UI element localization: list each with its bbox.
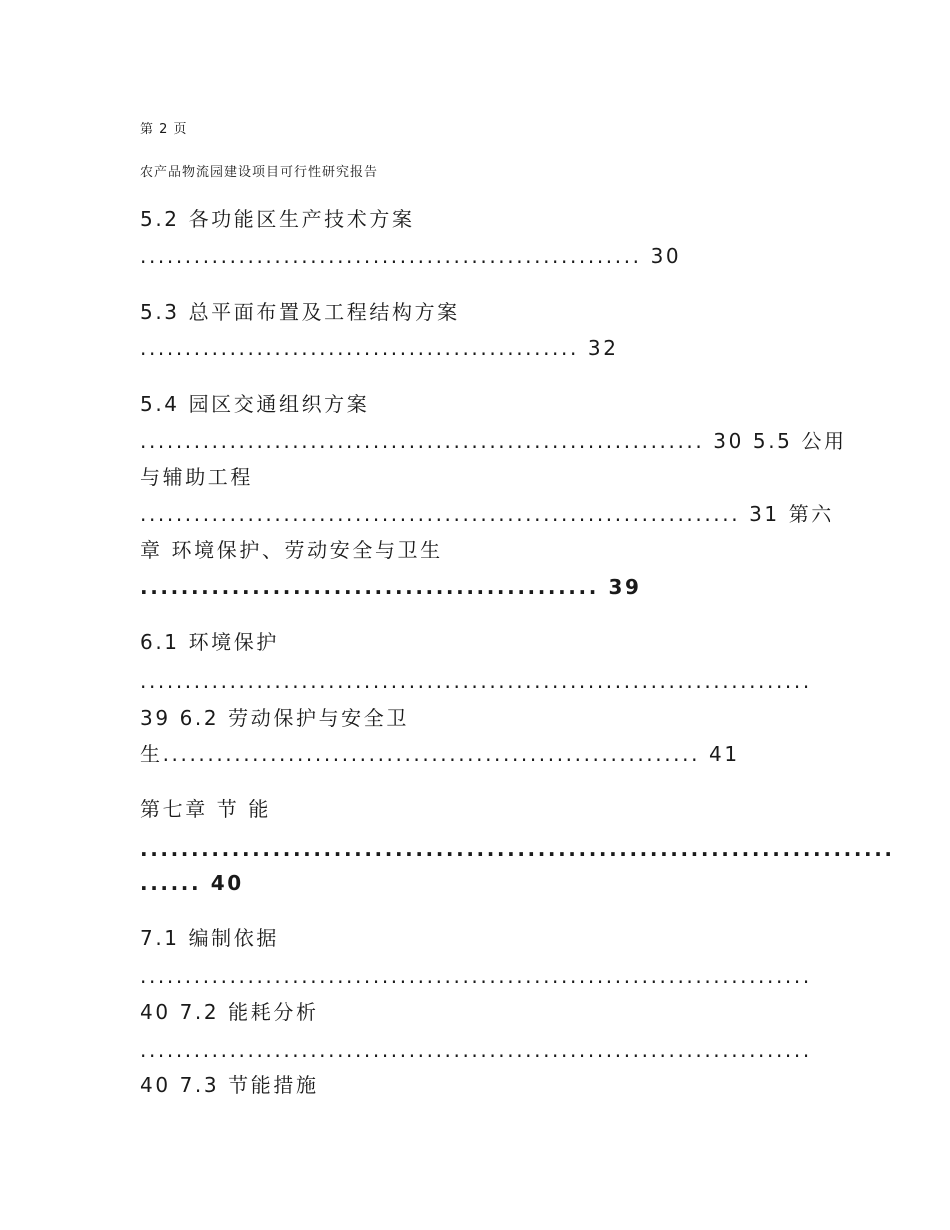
- toc-entry-7-2: 40 7.2 能耗分析: [140, 1000, 319, 1024]
- toc-entry-7-3: 40 7.3 节能措施: [140, 1073, 319, 1097]
- toc-leader-5-2: ........................................................ 30: [140, 244, 682, 268]
- toc-entry-6-2: 39 6.2 劳动保护与安全卫: [140, 706, 409, 730]
- toc-entry-5-3: 5.3 总平面布置及工程结构方案: [140, 300, 460, 324]
- toc-entry-chapter-6: 章 环境保护、劳动安全与卫生: [140, 538, 443, 562]
- toc-entry-5-4: 5.4 园区交通组织方案: [140, 392, 370, 416]
- toc-leader-chapter-7-page: ...... 40: [140, 871, 244, 895]
- document-title: 农产品物流园建设项目可行性研究报告: [140, 165, 379, 180]
- toc-leader-6-2: 生............................................................ 41: [140, 742, 740, 766]
- toc-leader-chapter-7: ..........................................................................: [140, 837, 895, 861]
- toc-leader-7-1: ...........................................................................: [140, 964, 812, 988]
- toc-entry-chapter-7: 第七章 节 能: [140, 797, 271, 821]
- toc-leader-7-2: ...........................................................................: [140, 1038, 812, 1062]
- toc-entry-6-1: 6.1 环境保护: [140, 630, 279, 654]
- toc-leader-5-4: ............................................................... 30 5.5 公用: [140, 429, 847, 453]
- toc-leader-6-1: ...........................................................................: [140, 669, 812, 693]
- toc-entry-5-5: 与辅助工程: [140, 465, 253, 489]
- toc-entry-7-1: 7.1 编制依据: [140, 926, 279, 950]
- toc-leader-chapter-6: ............................................. 39: [140, 575, 642, 599]
- toc-entry-5-2: 5.2 各功能区生产技术方案: [140, 207, 415, 231]
- toc-leader-5-3: ................................................. 32: [140, 336, 619, 360]
- toc-leader-5-5: ................................................................... 31 第六: [140, 502, 834, 526]
- page-number: 第 2 页: [140, 122, 188, 137]
